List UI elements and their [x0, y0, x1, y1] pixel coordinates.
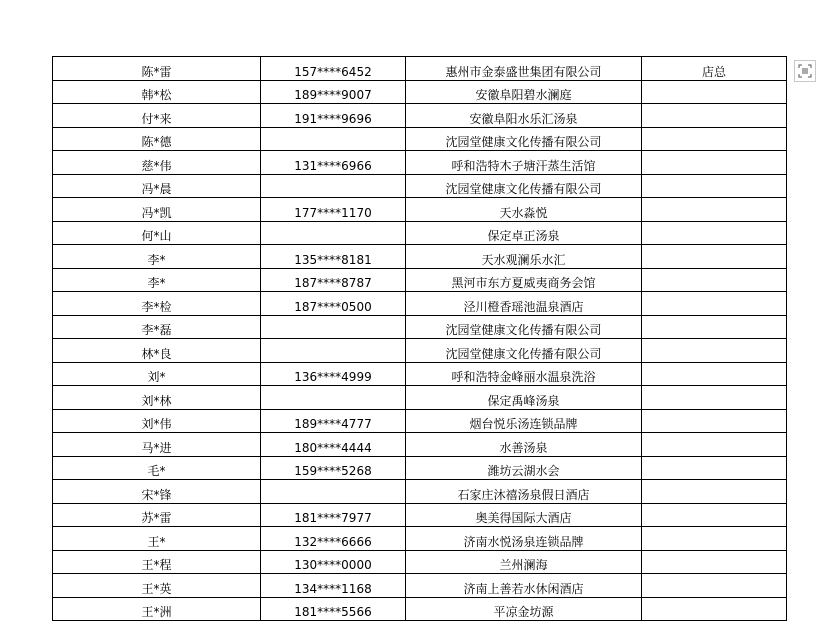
company-cell: 呼和浩特金峰丽水温泉洗浴 — [406, 362, 642, 386]
company-cell: 石家庄沐禧汤泉假日酒店 — [406, 480, 642, 504]
company-cell: 沈园堂健康文化传播有限公司 — [406, 127, 642, 151]
title-cell — [642, 221, 787, 245]
company-cell: 安徽阜阳碧水澜庭 — [406, 80, 642, 104]
title-cell — [642, 174, 787, 198]
title-cell — [642, 574, 787, 598]
title-cell — [642, 433, 787, 457]
name-cell: 何*山 — [53, 221, 261, 245]
table-row — [53, 362, 787, 386]
title-cell — [642, 456, 787, 480]
phone-cell: 157****6452 — [261, 57, 406, 81]
phone-cell: 135****8181 — [261, 245, 406, 269]
table-row — [53, 339, 787, 363]
name-cell: 王* — [53, 527, 261, 551]
name-cell: 王*程 — [53, 550, 261, 574]
contact-table-body — [53, 57, 787, 621]
company-cell: 兰州澜海 — [406, 550, 642, 574]
title-cell — [642, 151, 787, 175]
name-cell: 冯*凯 — [53, 198, 261, 222]
phone-cell: 189****4777 — [261, 409, 406, 433]
table-row — [53, 221, 787, 245]
name-cell: 王*洲 — [53, 597, 261, 621]
company-cell: 平凉金坊源 — [406, 597, 642, 621]
company-cell: 惠州市金泰盛世集团有限公司 — [406, 57, 642, 81]
company-cell: 济南上善若水休闲酒店 — [406, 574, 642, 598]
title-cell — [642, 527, 787, 551]
phone-cell: 180****4444 — [261, 433, 406, 457]
name-cell: 陈*德 — [53, 127, 261, 151]
phone-cell: 187****8787 — [261, 268, 406, 292]
title-cell — [642, 292, 787, 316]
name-cell: 慈*伟 — [53, 151, 261, 175]
phone-cell — [261, 339, 406, 363]
name-cell: 马*进 — [53, 433, 261, 457]
title-cell — [642, 80, 787, 104]
name-cell: 陈*雷 — [53, 57, 261, 81]
company-cell: 天水淼悦 — [406, 198, 642, 222]
phone-cell: 132****6666 — [261, 527, 406, 551]
table-row — [53, 104, 787, 128]
title-cell — [642, 339, 787, 363]
title-cell — [642, 480, 787, 504]
phone-cell: 130****0000 — [261, 550, 406, 574]
title-cell — [642, 597, 787, 621]
table-row — [53, 315, 787, 339]
company-cell: 泾川橙香瑶池温泉酒店 — [406, 292, 642, 316]
title-cell — [642, 198, 787, 222]
table-row — [53, 574, 787, 598]
name-cell: 冯*晨 — [53, 174, 261, 198]
table-row — [53, 456, 787, 480]
name-cell: 李*检 — [53, 292, 261, 316]
title-cell — [642, 315, 787, 339]
phone-cell — [261, 127, 406, 151]
company-cell: 保定禹峰汤泉 — [406, 386, 642, 410]
table-row — [53, 386, 787, 410]
name-cell: 王*英 — [53, 574, 261, 598]
table-row — [53, 433, 787, 457]
name-cell: 刘* — [53, 362, 261, 386]
table-row — [53, 57, 787, 81]
title-cell — [642, 127, 787, 151]
phone-cell — [261, 315, 406, 339]
phone-cell — [261, 386, 406, 410]
name-cell: 苏*雷 — [53, 503, 261, 527]
name-cell: 刘*伟 — [53, 409, 261, 433]
company-cell: 呼和浩特木子塘汗蒸生活馆 — [406, 151, 642, 175]
phone-cell: 134****1168 — [261, 574, 406, 598]
name-cell: 宋*锋 — [53, 480, 261, 504]
table-row — [53, 245, 787, 269]
company-cell: 济南水悦汤泉连锁品牌 — [406, 527, 642, 551]
phone-cell: 177****1170 — [261, 198, 406, 222]
name-cell: 李* — [53, 268, 261, 292]
name-cell: 韩*松 — [53, 80, 261, 104]
table-row — [53, 527, 787, 551]
title-cell — [642, 268, 787, 292]
table-row — [53, 503, 787, 527]
phone-cell: 181****7977 — [261, 503, 406, 527]
company-cell: 沈园堂健康文化传播有限公司 — [406, 174, 642, 198]
company-cell: 沈园堂健康文化传播有限公司 — [406, 315, 642, 339]
phone-cell: 159****5268 — [261, 456, 406, 480]
title-cell — [642, 245, 787, 269]
table-row — [53, 151, 787, 175]
table-row — [53, 127, 787, 151]
table-row — [53, 80, 787, 104]
name-cell: 林*良 — [53, 339, 261, 363]
title-cell — [642, 362, 787, 386]
phone-cell — [261, 174, 406, 198]
company-cell: 黑河市东方夏威夷商务会馆 — [406, 268, 642, 292]
title-cell — [642, 503, 787, 527]
phone-cell: 187****0500 — [261, 292, 406, 316]
title-cell — [642, 409, 787, 433]
table-row — [53, 198, 787, 222]
company-cell: 奥美得国际大酒店 — [406, 503, 642, 527]
table-row — [53, 174, 787, 198]
title-cell — [642, 104, 787, 128]
table-row — [53, 550, 787, 574]
phone-cell: 181****5566 — [261, 597, 406, 621]
title-cell — [642, 550, 787, 574]
table-row — [53, 409, 787, 433]
table-row — [53, 480, 787, 504]
company-cell: 保定卓正汤泉 — [406, 221, 642, 245]
table-row — [53, 268, 787, 292]
company-cell: 沈园堂健康文化传播有限公司 — [406, 339, 642, 363]
layout-options-icon[interactable] — [794, 60, 816, 82]
contact-table — [52, 56, 787, 621]
phone-cell: 131****6966 — [261, 151, 406, 175]
title-cell: 店总 — [642, 57, 787, 81]
name-cell: 付*来 — [53, 104, 261, 128]
name-cell: 李* — [53, 245, 261, 269]
name-cell: 李*磊 — [53, 315, 261, 339]
title-cell — [642, 386, 787, 410]
phone-cell: 136****4999 — [261, 362, 406, 386]
phone-cell: 191****9696 — [261, 104, 406, 128]
phone-cell — [261, 221, 406, 245]
company-cell: 天水观澜乐水汇 — [406, 245, 642, 269]
name-cell: 刘*林 — [53, 386, 261, 410]
table-row — [53, 292, 787, 316]
name-cell: 毛* — [53, 456, 261, 480]
layout-options-glyph — [798, 64, 812, 78]
phone-cell: 189****9007 — [261, 80, 406, 104]
company-cell: 水善汤泉 — [406, 433, 642, 457]
phone-cell — [261, 480, 406, 504]
company-cell: 潍坊云湖水会 — [406, 456, 642, 480]
company-cell: 烟台悦乐汤连锁品牌 — [406, 409, 642, 433]
table-row — [53, 597, 787, 621]
company-cell: 安徽阜阳水乐汇汤泉 — [406, 104, 642, 128]
